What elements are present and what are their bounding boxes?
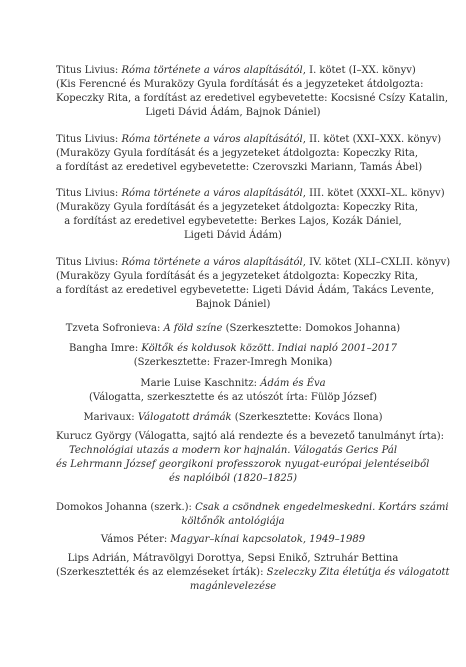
- entry-line: [56, 472, 410, 486]
- entry-line: [56, 256, 451, 270]
- entry-line: Ligeti Dávid Ádám): [184, 230, 282, 241]
- title-text: magánlevelezése: [189, 581, 277, 592]
- author-text: Titus Livius:: [56, 134, 122, 145]
- entry-line: [56, 458, 430, 472]
- entry-line: Kopeczky Rita, a fordítást az eredetivel egybevetette: Kocsisné Csízy Katalin,: [56, 93, 449, 104]
- entry-line: Ligeti Dávid Ádám, Bajnok Dániel): [145, 107, 321, 118]
- entry-line: Lips Adrián, Mátravölgyi Dorottya, Sepsi Enikő, Sztruhár Bettina: [67, 553, 399, 564]
- volume-text: , II. kötet (XXI–XXX. könyv): [302, 134, 442, 145]
- editor-text: (Szerkesztette: Domokos Johanna): [222, 323, 401, 334]
- author-text: Tzveta Sofronieva:: [65, 323, 164, 334]
- volume-text: , IV. kötet (XLI–CXLII. könyv): [302, 257, 451, 268]
- volume-text: , I. kötet (I–XX. könyv): [302, 65, 416, 76]
- editor-text: (Szerkesztette: Kovács Ilona): [231, 412, 383, 423]
- entry-line: [56, 501, 449, 515]
- entry-line: (Muraközy Gyula fordítását és a jegyzeteket átdolgozta: Kopeczky Rita,: [56, 148, 419, 159]
- entry-line: [56, 377, 410, 391]
- entry-bangha: [56, 342, 410, 370]
- entry-kurucz: [56, 430, 444, 486]
- entry-line: [56, 566, 450, 580]
- title-text: Magyar–kínai kapcsolatok, 1949–1989: [170, 534, 366, 545]
- entry-line: [56, 187, 445, 201]
- entry-line: (Muraközy Gyula fordítását és a jegyzeteket átdolgozta: Kopeczky Rita,: [56, 202, 419, 213]
- entry-vamos: [56, 533, 410, 547]
- title-text: Róma története a város alapításától: [121, 188, 303, 199]
- entry-line: Kurucz György (Válogatta, sajtó alá rendezte és a bevezető tanulmányt írta):: [56, 431, 444, 442]
- entry-line: (Szerkesztette: Frazer-Imregh Monika): [133, 357, 333, 368]
- title-text: költőnők antológiája: [181, 516, 285, 527]
- author-text: Bangha Imre:: [68, 343, 142, 354]
- entry-line: [56, 322, 410, 336]
- entry-sofronieva: [56, 322, 410, 336]
- author-text: Domokos Johanna (szerk.):: [56, 502, 196, 513]
- title-text: és naplóiból (1820–1825): [169, 473, 297, 484]
- entry-line: [56, 342, 410, 356]
- entry-livius-2: [56, 133, 442, 175]
- entry-line: [56, 515, 410, 529]
- author-text: Titus Livius:: [56, 257, 122, 268]
- editor-text: (Szerkesztették és az elemzéseket írták):: [56, 567, 267, 578]
- author-text: Vámos Péter:: [100, 534, 171, 545]
- entry-line: (Muraközy Gyula fordítását és a jegyzeteket átdolgozta: Kopeczky Rita,: [56, 271, 419, 282]
- author-text: Titus Livius:: [56, 65, 122, 76]
- entry-livius-1: [56, 64, 449, 120]
- entry-line: [56, 64, 416, 78]
- title-text: Róma története a város alapításától: [121, 65, 303, 76]
- title-text: Szeleczky Zita életútja és válogatott: [266, 567, 450, 578]
- entry-domokos: [56, 501, 449, 529]
- entry-line: [56, 444, 410, 458]
- entry-marivaux: [56, 411, 410, 425]
- entry-line: [56, 133, 442, 147]
- author-text: Titus Livius:: [56, 188, 122, 199]
- entry-line: [56, 533, 410, 547]
- entry-livius-3: [56, 187, 445, 243]
- entry-line: a fordítást az eredetivel egybevetette: Czerovszki Mariann, Tamás Ábel): [56, 162, 423, 173]
- entry-line: a fordítást az eredetivel egybevetette: Ligeti Dávid Ádám, Takács Levente,: [56, 285, 435, 296]
- entry-line: Bajnok Dániel): [195, 299, 271, 310]
- author-text: Marie Luise Kaschnitz:: [140, 378, 261, 389]
- volume-text: , III. kötet (XXXI–XL. könyv): [302, 188, 445, 199]
- entry-line: (Kis Ferencné és Muraközy Gyula fordítását és a jegyzeteket átdolgozta:: [56, 79, 424, 90]
- title-text: Technológiai utazás a modern kor hajnalán. Válogatás Gerics Pál: [68, 445, 398, 456]
- entry-lips: [56, 552, 450, 594]
- entry-kaschnitz: [56, 377, 410, 405]
- title-text: Róma története a város alapításától: [121, 134, 303, 145]
- title-text: Költők és koldusok között. Indiai napló 2001–2017: [141, 343, 398, 354]
- entry-line: a fordítást az eredetivel egybevetette: Berkes Lajos, Kozák Dániel,: [64, 216, 402, 227]
- entry-line: [56, 580, 410, 594]
- title-text: Csak a csöndnek engedelmeskedni. Kortárs számi: [195, 502, 449, 513]
- entry-line: (Válogatta, szerkesztette és az utószót írta: Fülöp József): [88, 392, 378, 403]
- entry-livius-4: [56, 256, 451, 312]
- author-text: Marivaux:: [83, 412, 138, 423]
- title-text: A föld színe: [163, 323, 223, 334]
- title-text: Válogatott drámák: [137, 412, 232, 423]
- title-text: és Lehrmann József georgikoni professzorok nyugat-európai jelentéseiből: [56, 459, 430, 470]
- title-text: Róma története a város alapításától: [121, 257, 303, 268]
- title-text: Ádám és Éva: [260, 378, 326, 389]
- entry-line: [56, 411, 410, 425]
